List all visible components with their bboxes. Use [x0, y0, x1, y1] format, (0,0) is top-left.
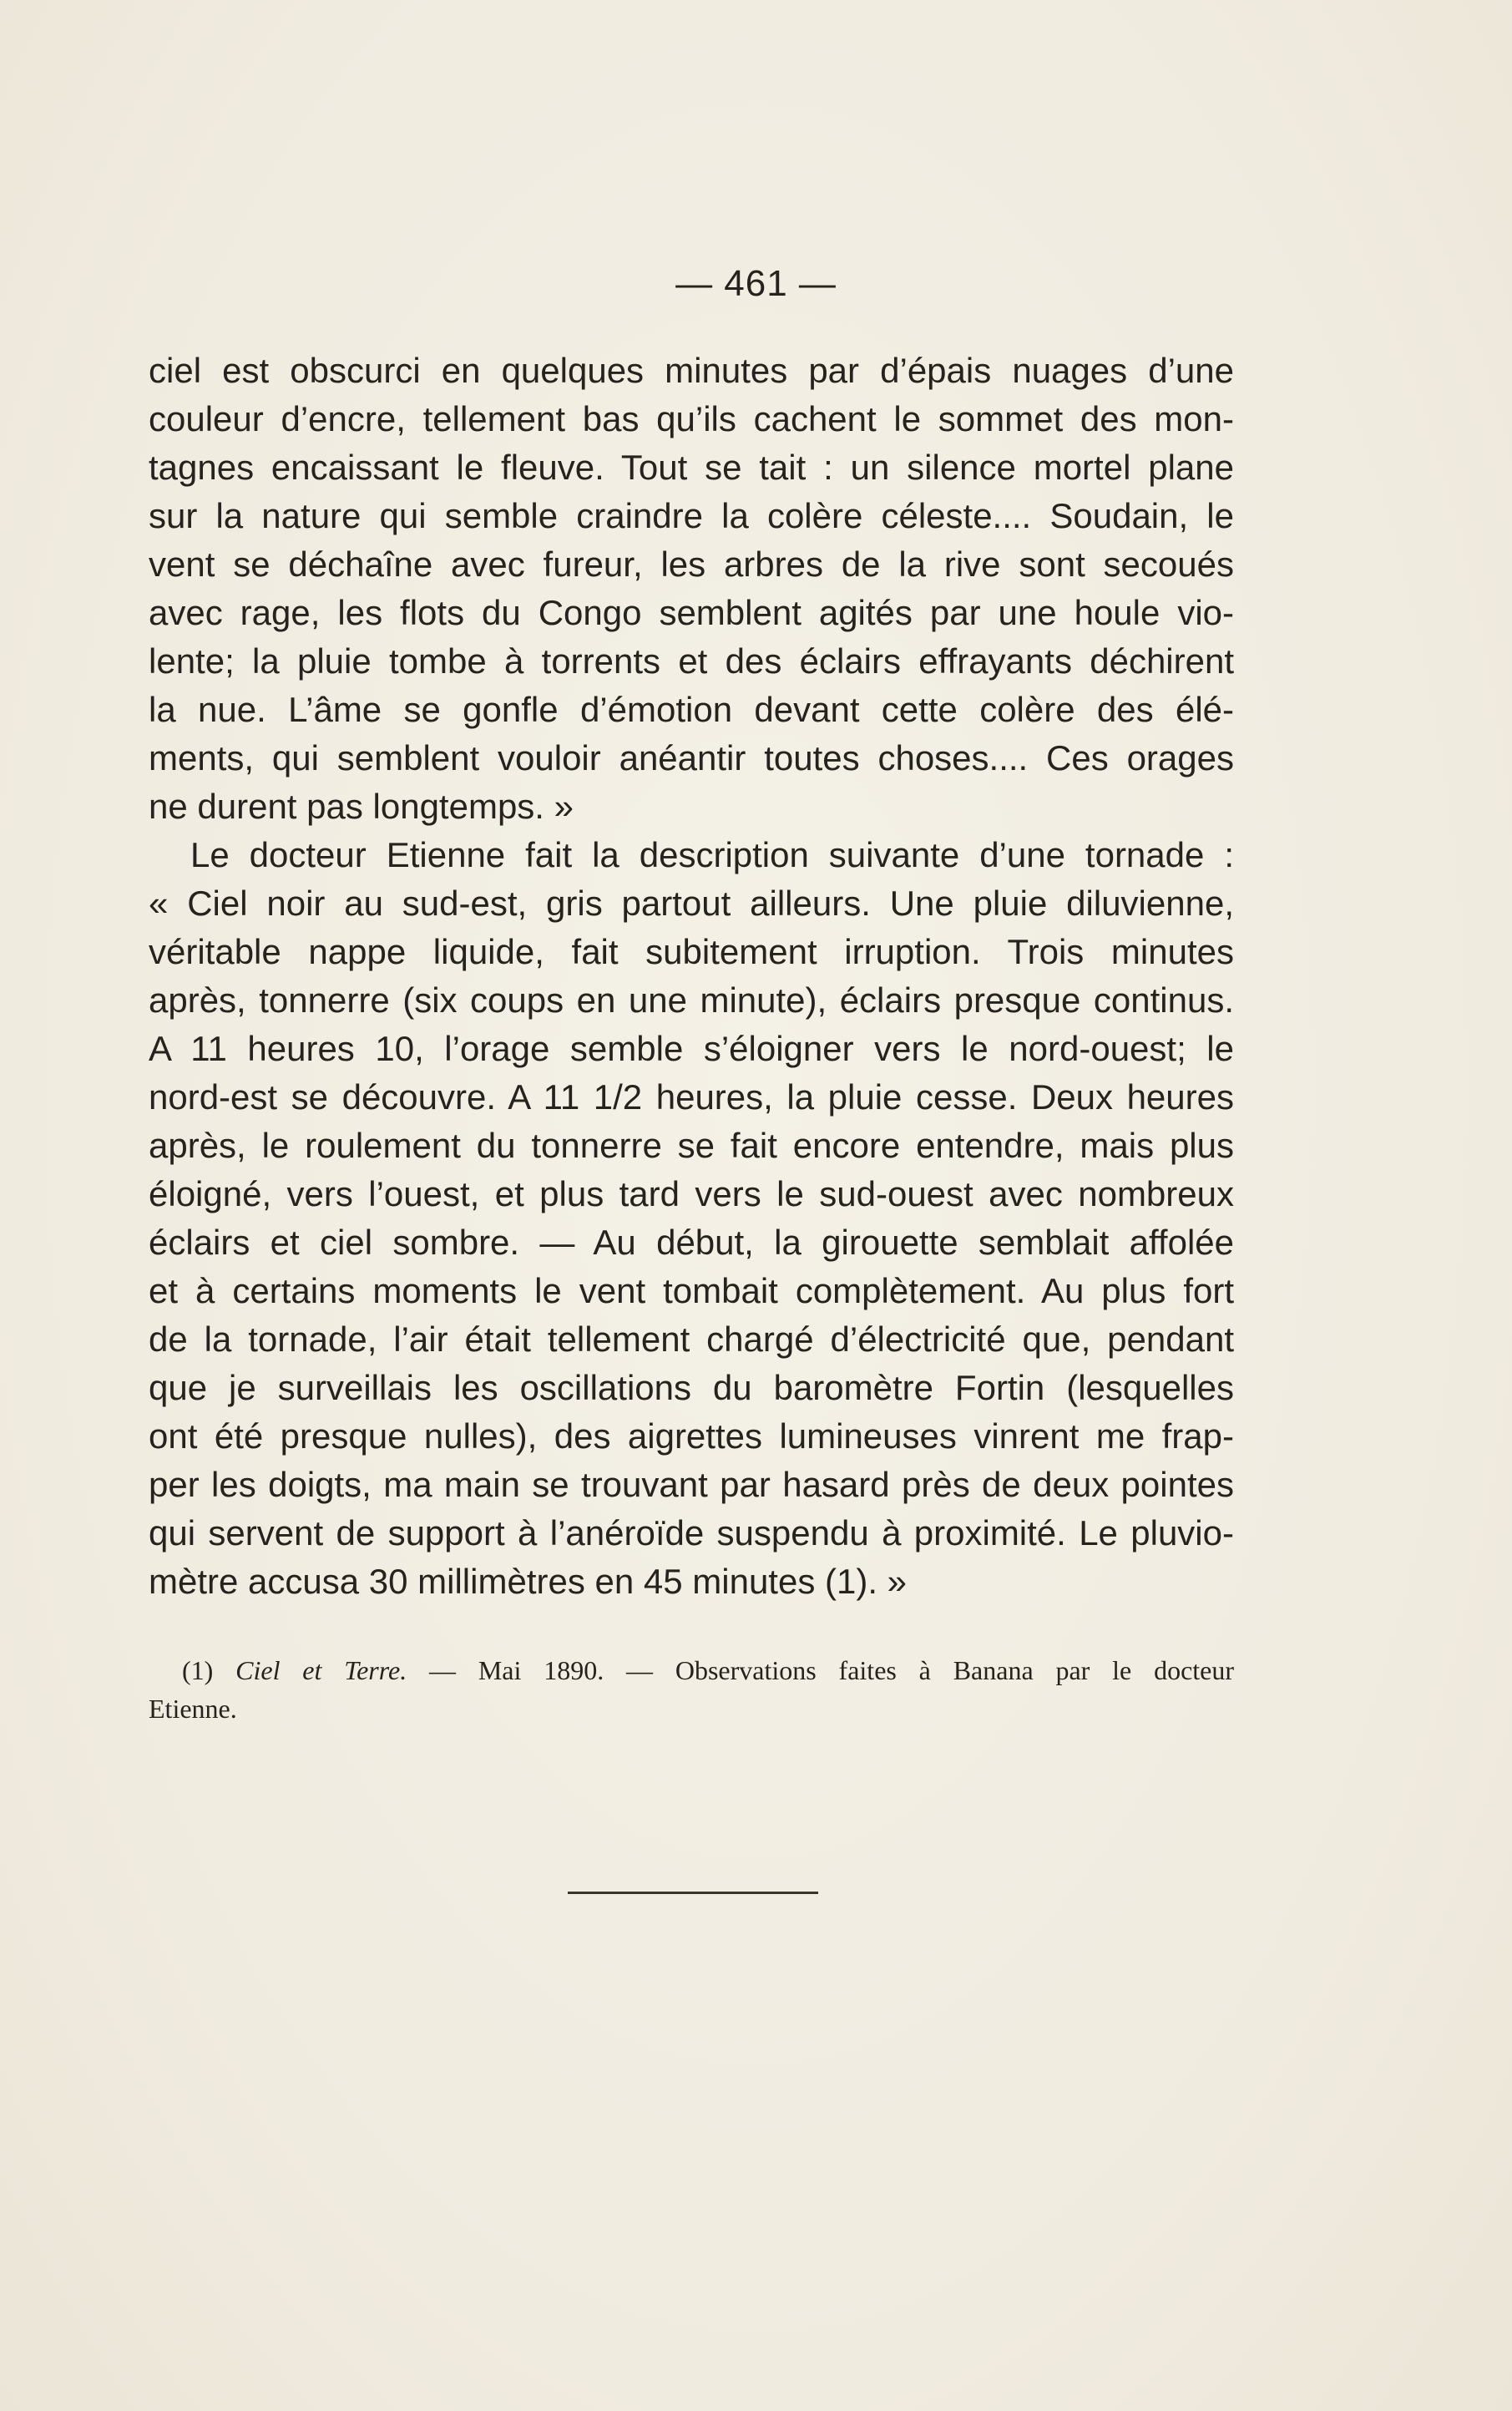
- text-line: et à certains moments le vent tombait complètement. Au plus fort: [149, 1271, 1234, 1310]
- text-line: ments, qui semblent vouloir anéantir toutes choses.... Ces orages: [149, 738, 1234, 777]
- footnote-line: Etienne.: [149, 1694, 237, 1724]
- text-line: la nue. L’âme se gonfle d’émotion devant cette colère des élé-: [149, 690, 1234, 729]
- text-line: après, tonnerre (six coups en une minute), éclairs presque continus.: [149, 980, 1234, 1020]
- text-line: qui servent de support à l’anéroïde suspendu à proximité. Le pluvio-: [149, 1513, 1234, 1552]
- footnote: [149, 1651, 1234, 1728]
- footnote-line: [149, 1651, 1234, 1689]
- footnote-source-title: Ciel et Terre.: [235, 1655, 407, 1685]
- text-line: ciel est obscurci en quelques minutes par d’épais nuages d’une: [149, 351, 1234, 390]
- footnote-marker: (1): [182, 1655, 214, 1685]
- text-line: ont été presque nulles), des aigrettes lumineuses vinrent me frap-: [149, 1416, 1234, 1456]
- text-line: couleur d’encre, tellement bas qu’ils cachent le sommet des mon-: [149, 399, 1234, 438]
- text-line: tagnes encaissant le fleuve. Tout se tait : un silence mortel plane: [149, 448, 1234, 487]
- end-rule: [568, 1892, 818, 1894]
- text-line: que je surveillais les oscillations du baromètre Fortin (lesquelles: [149, 1368, 1234, 1407]
- text-line: vent se déchaîne avec fureur, les arbres de la rive sont secoués: [149, 545, 1234, 584]
- text-line: mètre accusa 30 millimètres en 45 minutes (1). »: [149, 1562, 908, 1601]
- text-line: après, le roulement du tonnerre se fait encore entendre, mais plus: [149, 1126, 1234, 1165]
- text-line: « Ciel noir au sud-est, gris partout ailleurs. Une pluie diluvienne,: [149, 884, 1234, 923]
- text-line: Le docteur Etienne fait la description suivante d’une tornade :: [190, 835, 1234, 874]
- text-line: per les doigts, ma main se trouvant par hasard près de deux pointes: [149, 1465, 1234, 1504]
- body-text: [149, 347, 1234, 1606]
- text-line: éclairs et ciel sombre. — Au début, la girouette semblait affolée: [149, 1223, 1234, 1262]
- text-line: A 11 heures 10, l’orage semble s’éloigner vers le nord-ouest; le: [149, 1029, 1234, 1068]
- text-line: avec rage, les flots du Congo semblent agités par une houle vio-: [149, 593, 1234, 632]
- text-line: lente; la pluie tombe à torrents et des éclairs effrayants déchirent: [149, 641, 1234, 681]
- text-line: éloigné, vers l’ouest, et plus tard vers le sud-ouest avec nombreux: [149, 1174, 1234, 1213]
- text-line: ne durent pas longtemps. »: [149, 787, 574, 826]
- text-line: véritable nappe liquide, fait subitement irruption. Trois minutes: [149, 932, 1234, 971]
- page-number: — 461 —: [675, 263, 837, 304]
- text-line: sur la nature qui semble craindre la colère céleste.... Soudain, le: [149, 496, 1234, 535]
- text-line: nord-est se découvre. A 11 1/2 heures, la pluie cesse. Deux heures: [149, 1077, 1234, 1117]
- text-line: de la tornade, l’air était tellement chargé d’électricité que, pendant: [149, 1319, 1234, 1359]
- footnote-text: — Mai 1890. — Observations faites à Banana par le docteur: [429, 1655, 1234, 1685]
